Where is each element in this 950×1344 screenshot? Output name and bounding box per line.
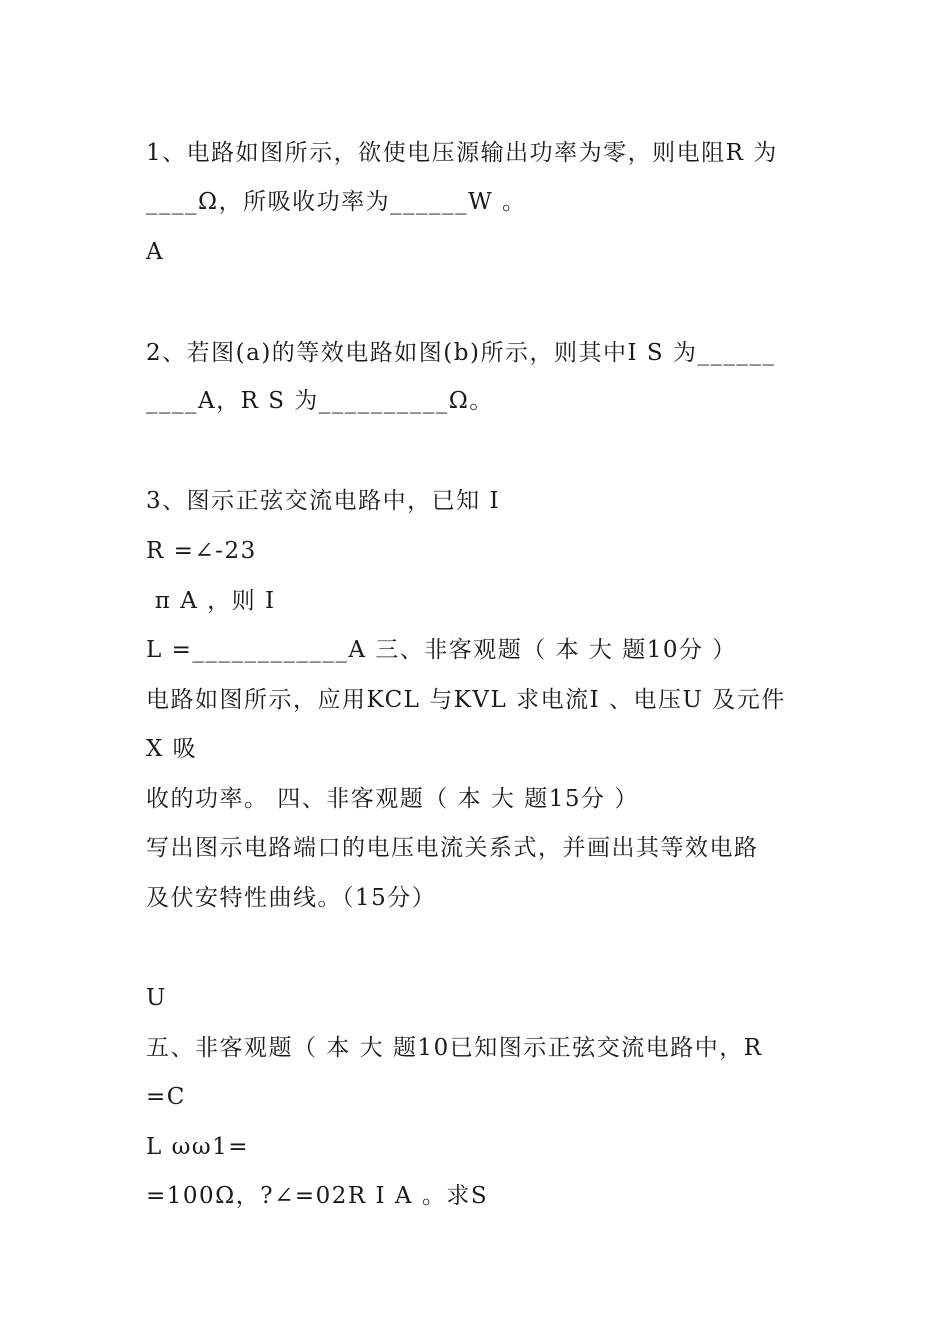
- question-2-line-2: ____A，R S 为__________Ω。: [146, 388, 494, 414]
- section-3-line-2: X 吸: [146, 736, 198, 762]
- question-3-line-3: π A ，则 I: [146, 588, 276, 614]
- question-1-line-2: ____Ω，所吸收功率为______W 。: [146, 189, 527, 215]
- figure-label-u: U: [146, 985, 167, 1011]
- question-1-line-1: 1、电路如图所示，欲使电压源输出功率为零，则电阻R 为: [146, 140, 778, 166]
- section-5-line-3: L ωω1=: [146, 1134, 249, 1160]
- section-3-line-1: 电路如图所示，应用KCL 与KVL 求电流I 、电压U 及元件: [146, 687, 786, 713]
- question-3-line-1: 3、图示正弦交流电路中，已知 I: [146, 488, 501, 514]
- question-2-line-1: 2、若图(a)的等效电路如图(b)所示，则其中I S 为______: [146, 340, 776, 366]
- question-3-line-4: L =____________A 三、非客观题（ 本 大 题10分 ）: [146, 637, 737, 663]
- question-1-answer: A: [146, 239, 165, 265]
- section-5-line-1: 五、非客观题（ 本 大 题10已知图示正弦交流电路中，R: [146, 1035, 763, 1061]
- question-3-line-2: R =∠-23: [146, 538, 257, 564]
- section-5-line-2: =C: [146, 1084, 186, 1110]
- section-5-line-4: =100Ω，?∠=02R I A 。求S: [146, 1183, 489, 1209]
- section-4-line-2: 及伏安特性曲线。（15分）: [146, 885, 437, 911]
- section-4-line-1: 写出图示电路端口的电压电流关系式，并画出其等效电路: [146, 835, 759, 861]
- section-3-line-3: 收的功率。 四、非客观题（ 本 大 题15分 ）: [146, 786, 639, 812]
